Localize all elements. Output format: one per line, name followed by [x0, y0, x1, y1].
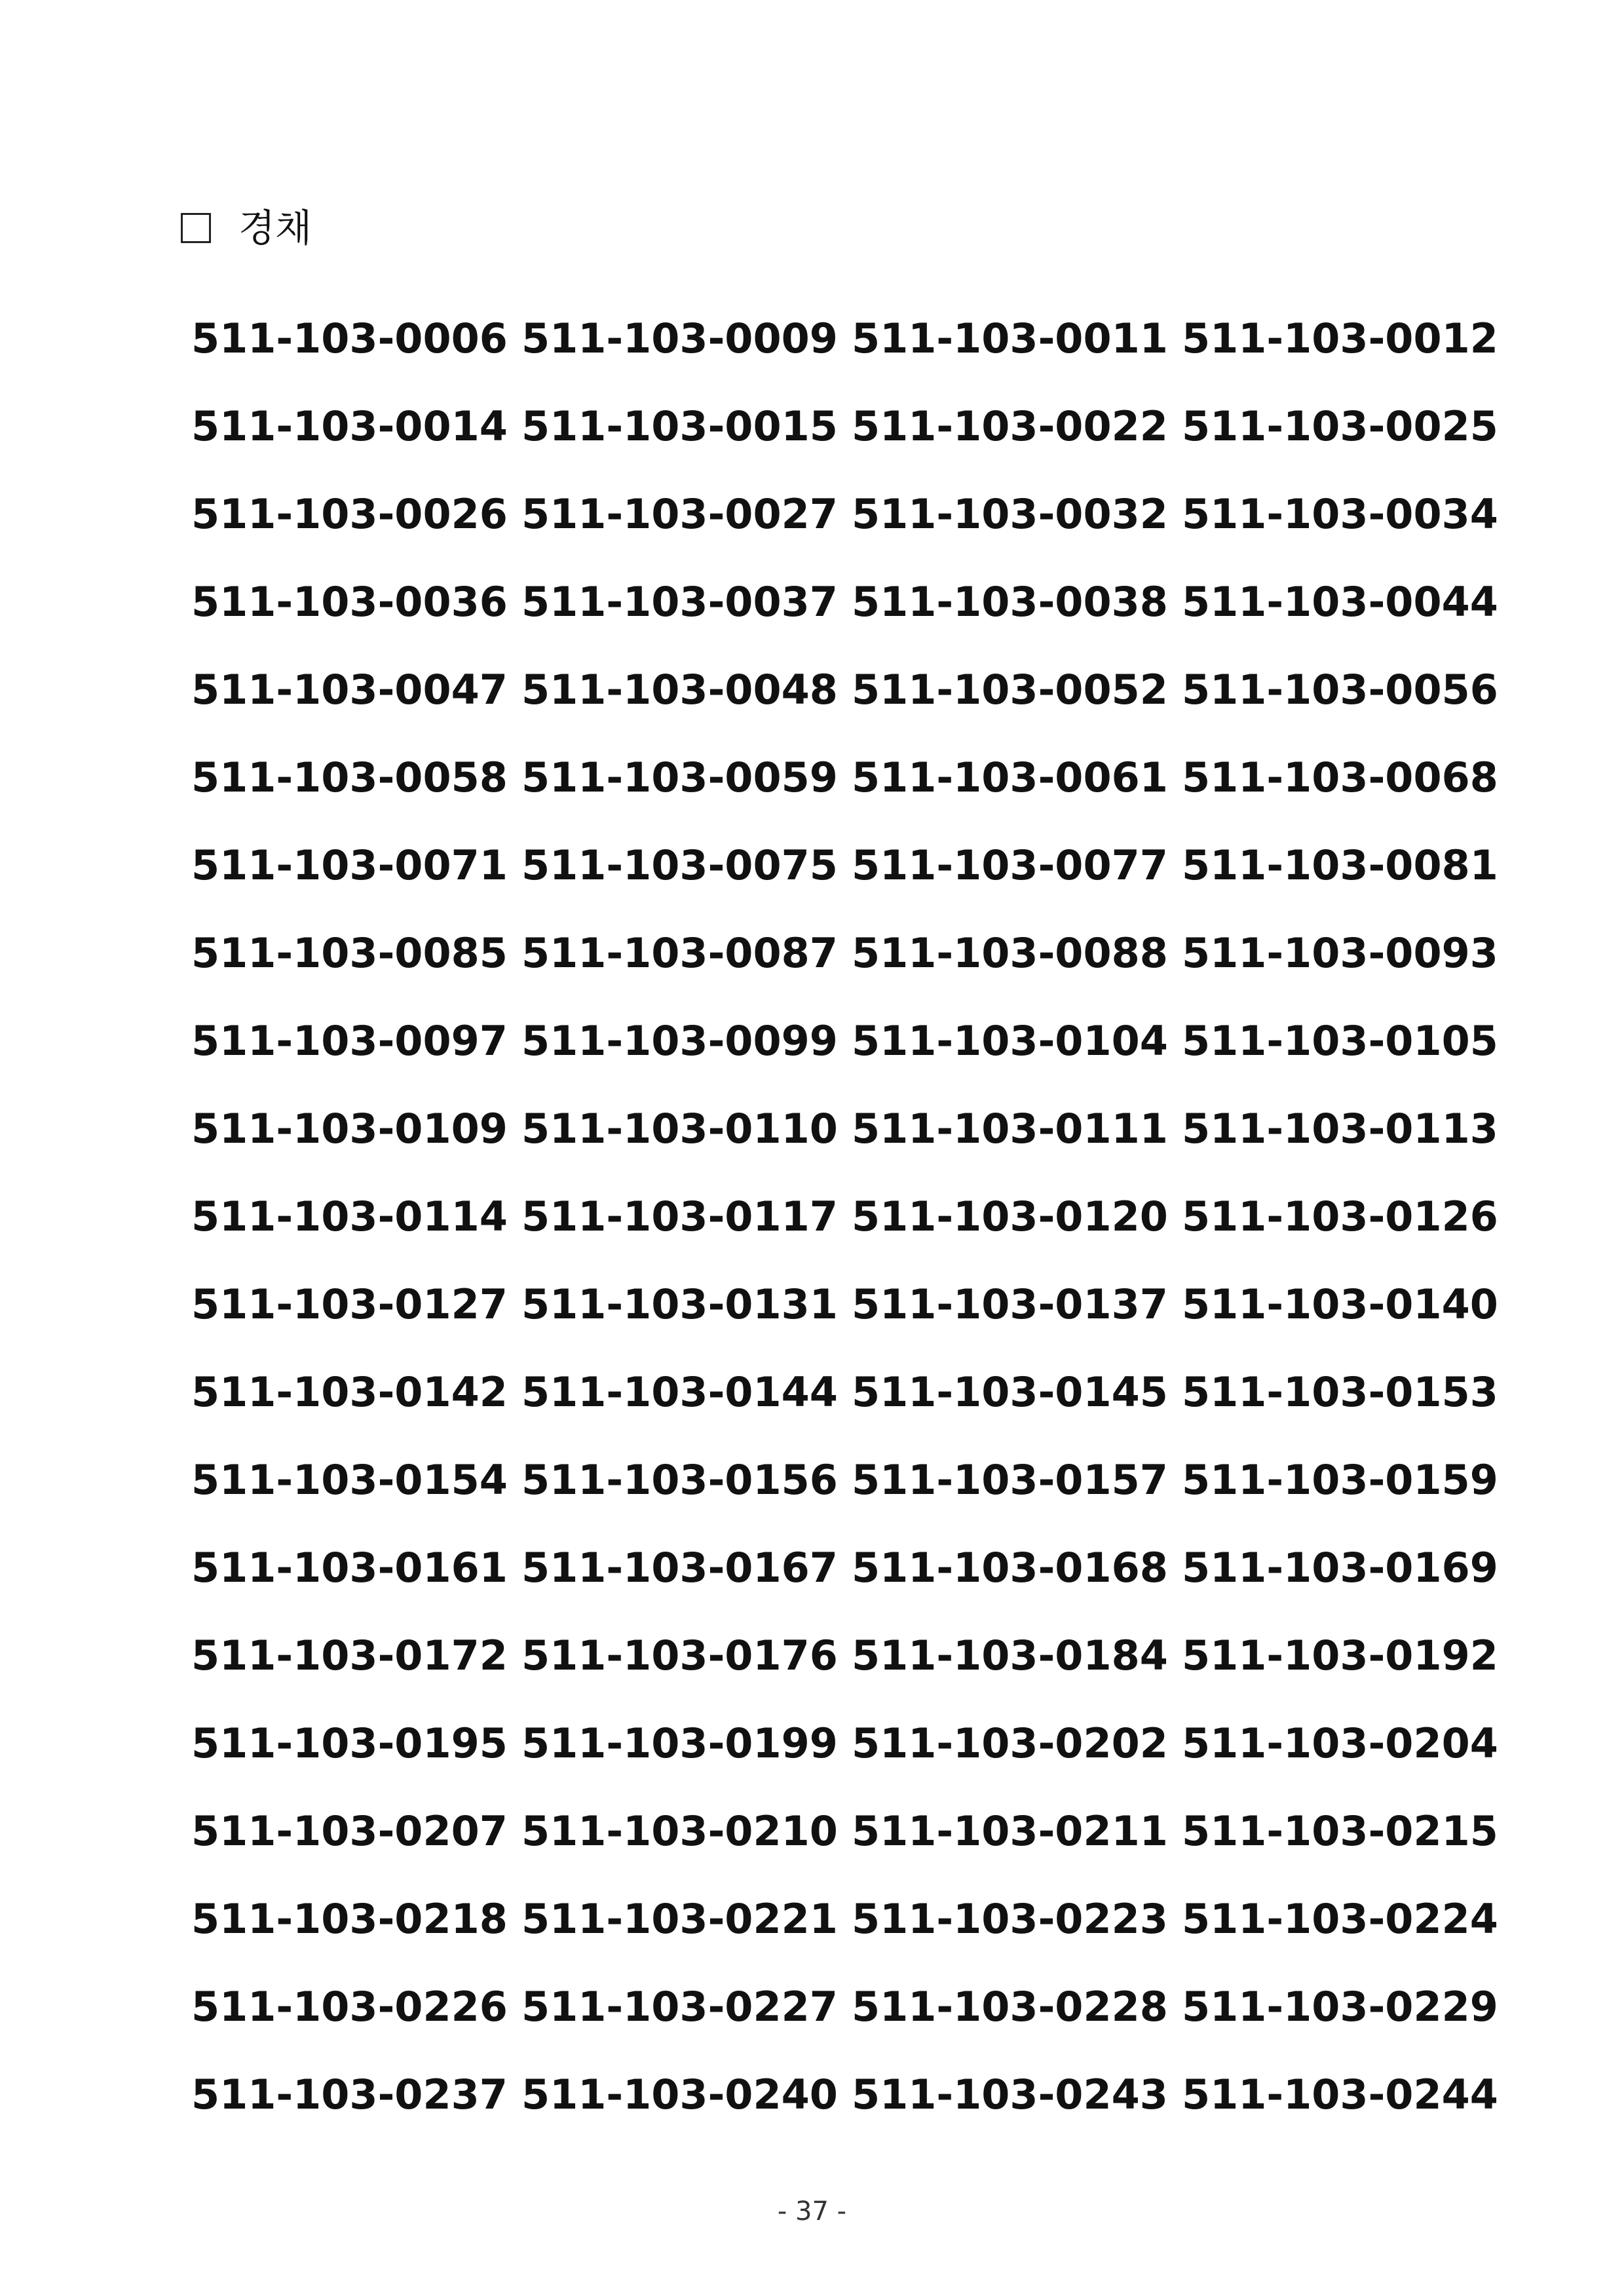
id-number: 511-103-0009	[521, 315, 838, 362]
id-number: 511-103-0229	[1182, 1983, 1498, 2031]
id-number: 511-103-0167	[521, 1544, 838, 1592]
section-title: 경채	[238, 206, 312, 250]
id-number: 511-103-0204	[1182, 1719, 1498, 1767]
id-number: 511-103-0075	[521, 841, 838, 889]
id-number: 511-103-0048	[521, 666, 838, 714]
id-number-grid	[191, 309, 1512, 2153]
id-number: 511-103-0012	[1182, 315, 1498, 362]
id-number: 511-103-0223	[852, 1895, 1168, 1943]
id-number: 511-103-0153	[1182, 1368, 1498, 1416]
id-number: 511-103-0126	[1182, 1193, 1498, 1240]
id-number: 511-103-0210	[521, 1807, 838, 1855]
id-number: 511-103-0111	[852, 1105, 1168, 1153]
id-number: 511-103-0156	[521, 1456, 838, 1504]
id-number: 511-103-0085	[191, 929, 508, 977]
id-number: 511-103-0215	[1182, 1807, 1498, 1855]
id-number: 511-103-0081	[1182, 841, 1498, 889]
id-number: 511-103-0036	[191, 578, 508, 626]
id-number: 511-103-0099	[521, 1017, 838, 1065]
id-number: 511-103-0087	[521, 929, 838, 977]
id-number: 511-103-0192	[1182, 1632, 1498, 1679]
id-number: 511-103-0221	[521, 1895, 838, 1943]
id-number: 511-103-0120	[852, 1193, 1168, 1240]
id-number: 511-103-0227	[521, 1983, 838, 2031]
id-number: 511-103-0211	[852, 1807, 1168, 1855]
section-heading	[181, 208, 312, 248]
id-number: 511-103-0077	[852, 841, 1168, 889]
id-number: 511-103-0142	[191, 1368, 508, 1416]
id-number: 511-103-0015	[521, 402, 838, 450]
id-number: 511-103-0088	[852, 929, 1168, 977]
id-number: 511-103-0226	[191, 1983, 508, 2031]
id-number: 511-103-0058	[191, 754, 508, 801]
id-number: 511-103-0244	[1182, 2071, 1498, 2118]
id-number: 511-103-0243	[852, 2071, 1168, 2118]
id-number: 511-103-0068	[1182, 754, 1498, 801]
id-number: 511-103-0144	[521, 1368, 838, 1416]
id-number: 511-103-0014	[191, 402, 508, 450]
id-number: 511-103-0199	[521, 1719, 838, 1767]
id-number: 511-103-0093	[1182, 929, 1498, 977]
id-number: 511-103-0052	[852, 666, 1168, 714]
id-number: 511-103-0022	[852, 402, 1168, 450]
id-number: 511-103-0011	[852, 315, 1168, 362]
id-number: 511-103-0140	[1182, 1280, 1498, 1328]
id-number: 511-103-0113	[1182, 1105, 1498, 1153]
id-number: 511-103-0061	[852, 754, 1168, 801]
id-number: 511-103-0224	[1182, 1895, 1498, 1943]
id-number: 511-103-0059	[521, 754, 838, 801]
id-number: 511-103-0034	[1182, 490, 1498, 538]
id-number: 511-103-0207	[191, 1807, 508, 1855]
id-number: 511-103-0104	[852, 1017, 1168, 1065]
id-number: 511-103-0168	[852, 1544, 1168, 1592]
id-number: 511-103-0114	[191, 1193, 508, 1240]
id-number: 511-103-0240	[521, 2071, 838, 2118]
id-number: 511-103-0026	[191, 490, 508, 538]
id-number: 511-103-0137	[852, 1280, 1168, 1328]
id-number: 511-103-0157	[852, 1456, 1168, 1504]
id-number: 511-103-0145	[852, 1368, 1168, 1416]
id-number: 511-103-0169	[1182, 1544, 1498, 1592]
id-number: 511-103-0071	[191, 841, 508, 889]
page-number: - 37 -	[777, 2196, 847, 2227]
id-number: 511-103-0131	[521, 1280, 838, 1328]
id-number: 511-103-0218	[191, 1895, 508, 1943]
id-number: 511-103-0159	[1182, 1456, 1498, 1504]
id-number: 511-103-0117	[521, 1193, 838, 1240]
id-number: 511-103-0195	[191, 1719, 508, 1767]
id-number: 511-103-0237	[191, 2071, 508, 2118]
id-number: 511-103-0097	[191, 1017, 508, 1065]
id-number: 511-103-0027	[521, 490, 838, 538]
id-number: 511-103-0006	[191, 315, 508, 362]
id-number: 511-103-0110	[521, 1105, 838, 1153]
id-number: 511-103-0176	[521, 1632, 838, 1679]
id-number: 511-103-0038	[852, 578, 1168, 626]
id-number: 511-103-0184	[852, 1632, 1168, 1679]
id-number: 511-103-0044	[1182, 578, 1498, 626]
id-number: 511-103-0172	[191, 1632, 508, 1679]
id-number: 511-103-0127	[191, 1280, 508, 1328]
id-number: 511-103-0056	[1182, 666, 1498, 714]
id-number: 511-103-0037	[521, 578, 838, 626]
checkbox-icon	[181, 213, 211, 243]
id-number: 511-103-0161	[191, 1544, 508, 1592]
id-number: 511-103-0154	[191, 1456, 508, 1504]
id-number: 511-103-0032	[852, 490, 1168, 538]
id-number: 511-103-0109	[191, 1105, 508, 1153]
id-number: 511-103-0025	[1182, 402, 1498, 450]
id-number: 511-103-0105	[1182, 1017, 1498, 1065]
id-number: 511-103-0047	[191, 666, 508, 714]
id-number: 511-103-0228	[852, 1983, 1168, 2031]
id-number: 511-103-0202	[852, 1719, 1168, 1767]
